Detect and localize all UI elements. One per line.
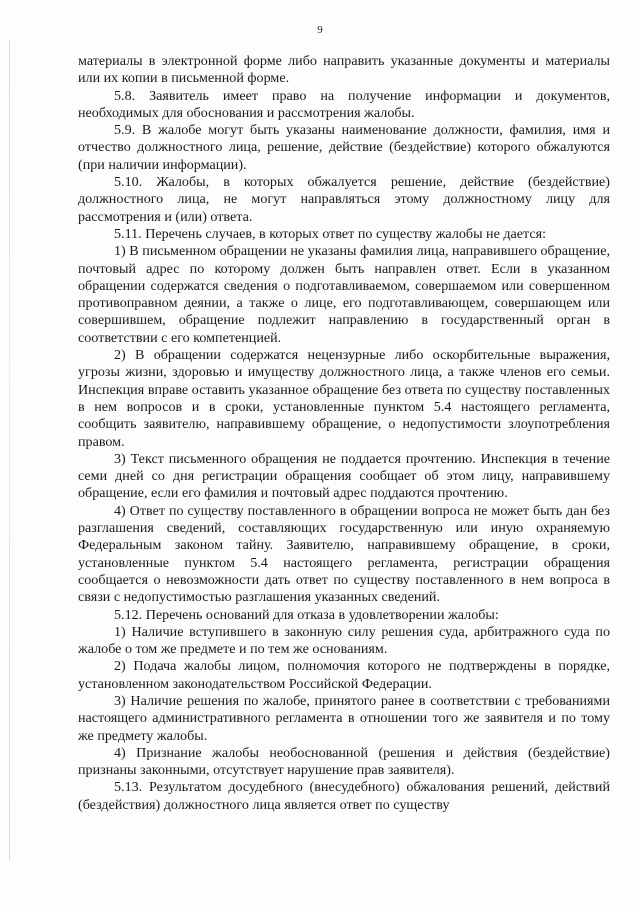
document-body bbox=[78, 53, 610, 814]
paragraph-5-11-item-3: 3) Текст письменного обращения не поддается прочтению. Инспекция в течение семи дней со дня регистрации обращения сообщает об этом лицу, направившему обращение, если его фамилия и почтовый адрес поддаются прочтению. bbox=[78, 450, 610, 502]
scan-margin-line bbox=[9, 40, 10, 860]
paragraph-5-11: 5.11. Перечень случаев, в которых ответ по существу жалобы не дается: bbox=[114, 225, 547, 242]
paragraph-5-12-item-1: 1) Наличие вступившего в законную силу решения суда, арбитражного суда по жалобе о том же предмете и по тем же основаниям. bbox=[78, 623, 610, 658]
paragraph-5-12-item-2: 2) Подача жалобы лицом, полномочия которого не подтверждены в порядке, установленном законодательством Российской Федерации. bbox=[78, 658, 610, 692]
paragraph-5-10: 5.10. Жалобы, в которых обжалуется решение, действие (бездействие) должностного лица, не могут направляться этому должностному лицу для рассмотрения и (или) ответа. bbox=[78, 174, 610, 225]
paragraph-5-12-item-3: 3) Наличие решения по жалобе, принятого ранее в соответствии с требованиями настоящего административного регламента в отношении того же заявителя и по тому же предмету жалобы. bbox=[78, 692, 610, 744]
paragraph-5-11-item-2: 2) В обращении содержатся нецензурные либо оскорбительные выражения, угрозы жизни, здоровью и имуществу должностного лица, а также членов его семьи. Инспекция вправе оставить указанное обращение без ответа по существу поставленных в нем вопросов и в сроки, установленные пунктом 5.4 настоящего регламента, сообщить заявителю, направившему обращение, о недопустимости злоупотребления правом. bbox=[78, 347, 610, 450]
paragraph-5-11-item-4: 4) Ответ по существу поставленного в обращении вопроса не может быть дан без разглашения сведений, составляющих государственную или иную охраняемую Федеральным законом тайну. Заявителю, направившему обращение, в сроки, установленные пунктом 5.4 настоящего регламента, регистрации обращения сообщается о невозможности дать ответ по существу поставленного в нем вопроса в связи с недопустимостью разглашения указанных сведений. bbox=[78, 502, 610, 606]
paragraph-5-8: 5.8. Заявитель имеет право на получение информации и документов, необходимых для обоснования и рассмотрения жалобы. bbox=[78, 87, 610, 121]
paragraph-5-12-item-4: 4) Признание жалобы необоснованной (решения и действия (бездействие) признаны законными, отсутствует нарушение прав заявителя). bbox=[78, 744, 610, 779]
page-number: 9 bbox=[317, 24, 323, 36]
paragraph-5-13: 5.13. Результатом досудебного (внесудебного) обжалования решений, действий (бездействия) должностного лица является ответ по существу bbox=[78, 779, 610, 813]
paragraph-5-11-item-1: 1) В письменном обращении не указаны фамилия лица, направившего обращение, почтовый адрес по которому должен быть направлен ответ. Если в указанном обращении содержатся сведения о подготавливаемом, совершаемом или совершенном противоправном деянии, а также о лице, его подготавливающем, совершающем или совершившем, обращение подлежит направлению в государственный орган в соответствии с его компетенцией. bbox=[78, 243, 610, 346]
paragraph-5-12: 5.12. Перечень оснований для отказа в удовлетворении жалобы: bbox=[114, 606, 499, 623]
paragraph-5-9: 5.9. В жалобе могут быть указаны наименование должности, фамилия, имя и отчество должностного лица, решение, действие (бездействие) которого обжалуются (при наличии информации). bbox=[78, 122, 610, 173]
paragraph-continuation: материалы в электронной форме либо направить указанные документы и материалы или их копии в письменной форме. bbox=[78, 53, 610, 87]
